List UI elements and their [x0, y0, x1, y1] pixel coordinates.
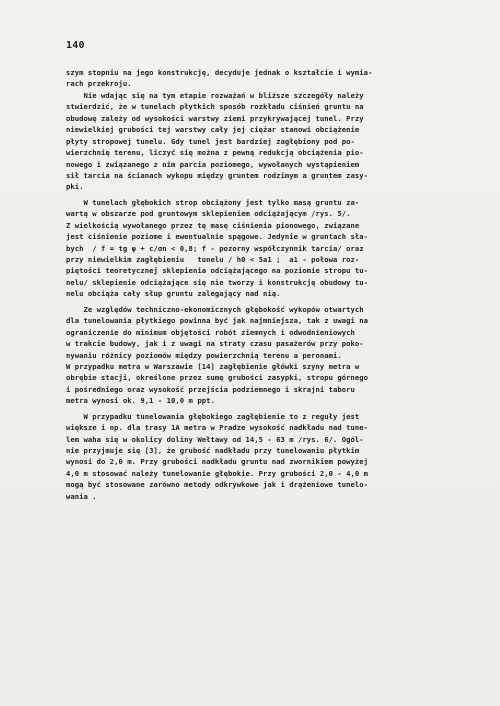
text-line: W tunelach głębokich strop obciążony jest tylko masą gruntu za-	[66, 197, 360, 207]
text-line: większe i np. dla trasy 1A metra w Pradze wysokość nadkładu nad tune-	[66, 423, 369, 433]
text-line: stwierdzić, że w tunelach płytkich sposób rozkładu ciśnień gruntu na	[66, 102, 364, 112]
text-line: nie przyjmuje się [3], że grubość nadkładu przy tunelowaniu płytkim	[66, 446, 360, 455]
text-line: Ze względów techniczno-ekonomicznych głębokość wykopów otwartych	[66, 304, 364, 314]
text-line: i pośredniego oraz wysokość przejścia podziemnego i skrajni taboru	[66, 384, 355, 394]
text-line: pki.	[66, 182, 84, 192]
text-line: nywaniu różnicy poziomów między powierzchnią terenu a peronami.	[66, 350, 342, 360]
text-line: ograniczenie do minimum objętości robót ziemnych i odwodnieniowych	[66, 327, 355, 337]
text-line: lem waha się w okolicy doliny Wełtawy od 14,5 - 63 m /rys. 6/. Ogól-	[66, 434, 364, 444]
text-line: płyty stropowej tunelu. Gdy tunel jest bardziej zagłębiony pod po-	[66, 136, 355, 146]
text-line: nowego i związanego z nim parcia poziomego, wywołanych wystąpieniem	[66, 159, 360, 169]
text-line: obrębie stacji, określone przez sumę grubości zasypki, stropu górnego	[66, 373, 369, 383]
text-line: nelu/ sklepienie odciążające się nie tworzy i konstrukcję obudowy tu-	[66, 277, 369, 287]
text-line: w trakcie budowy, jak i z uwagi na straty czasu pasażerów przy poko-	[66, 339, 364, 349]
text-line: obudowę zależy od wysokości warstwy ziemi przykrywającej tunel. Przy	[66, 113, 364, 123]
text-line: wierzchnię terenu, liczyć się można z pewną redukcją obciążenia pio-	[66, 148, 364, 158]
text-line: sił tarcia na ścianach wykopu między gruntem rodzimym a gruntem zasy-	[66, 170, 369, 180]
text-line: nelu obciąża cały słup gruntu zalegający nad nią.	[66, 289, 281, 299]
text-line: W przypadku tunelowania głębokiego zagłębienie to z reguły jest	[66, 411, 360, 421]
paragraph-3	[66, 197, 446, 300]
text-line: piętości teoretycznej sklepienia odciążającego na poziomie stropu tu-	[66, 266, 369, 276]
text-line: W przypadku metra w Warszawie [14] zagłębienie główki szyny metra w	[66, 361, 360, 371]
text-line: 4,0 m stosować należy tunelowanie głębokie. Przy grubości 2,0 - 4,0 m	[66, 468, 369, 478]
text-line: Nie wdając się na tym etapie rozważań w bliższe szczegóły należy	[66, 90, 364, 100]
text-line: rach przekroju.	[66, 79, 132, 89]
text-line: wynosi do 2,0 m. Przy grubości nadkładu gruntu nad zwornikiem powyżej	[66, 457, 369, 467]
text-line: szym stopniu na jego konstrukcję, decyduje jednak o kształcie i wymia-	[66, 68, 373, 77]
text-line: wania .	[66, 491, 97, 501]
text-line: Z wielkością wywołanego przez tę masę ciśnienia pionowego, związane	[66, 220, 360, 230]
page-number: 140	[66, 40, 85, 51]
body-text	[66, 67, 446, 502]
paragraph-2	[66, 90, 446, 193]
text-line: przy niewielkim zagłębieniu tunelu / h0 < 5a1 ; a1 - połowa roz-	[66, 255, 360, 264]
text-line: jest ciśnienie poziome i ewentualnie spągowe. Jedynie w gruntach słа-	[66, 232, 369, 242]
paragraph-4	[66, 304, 446, 407]
text-line: bych / f = tg φ + c/σn < 0,8; f - pozorny współczynnik tarcia/ oraz	[66, 243, 364, 253]
paragraph-1	[66, 67, 446, 90]
text-line: metra wynosi ok. 9,1 - 10,0 m ppt.	[66, 396, 215, 406]
text-line: niewielkiej grubości tej warstwy cały jej ciężar stanowi obciążenie	[66, 125, 360, 135]
text-line: wartą w obszarze pod gruntowym sklepieniem odciążającym /rys. 5/.	[66, 209, 351, 219]
text-line: mogą być stosowane zarówno metody odkrywkowe jak i drążeniowe tunelo-	[66, 480, 369, 490]
text-line: dla tunelowania płytkiego powinna być jak najmniejsza, tak z uwagi na	[66, 316, 369, 326]
paragraph-5	[66, 411, 446, 503]
